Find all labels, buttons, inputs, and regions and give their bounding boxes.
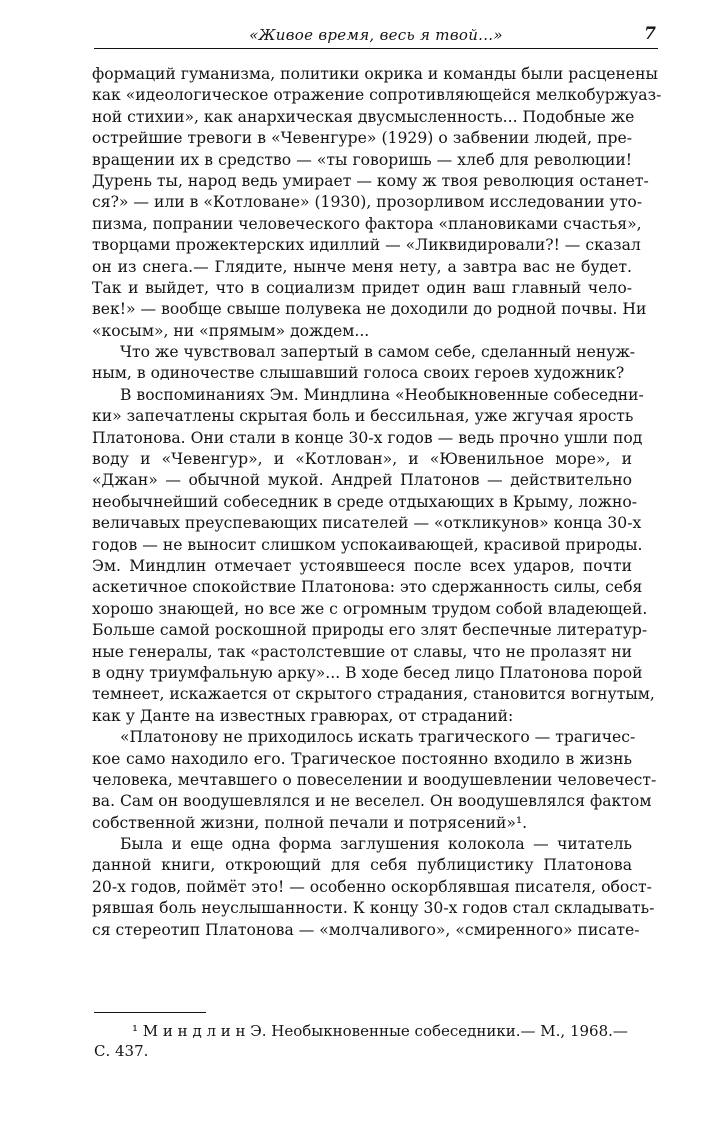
text-line: век!» — вообще свыше полувека не доходили до родной почвы. Ни — [92, 300, 647, 319]
text-line: «Платонову не приходилось искать трагического — трагичес- — [120, 728, 636, 747]
text-line: Эм. Миндлин отмечает устоявшееся после всех ударов, почти — [92, 556, 632, 575]
text-line: хорошо знающей, но все же с огромным трудом собой владеющей. — [92, 599, 648, 618]
footnote-rule — [94, 1012, 206, 1013]
text-line: собственной жизни, полной печали и потрясений»¹. — [92, 813, 528, 832]
text-line: Платонова. Они стали в конце 30-х годов — ведь прочно ушли под — [92, 428, 643, 447]
footnote-line: С. 437. — [94, 1042, 149, 1060]
text-line: ся?» — или в «Котловане» (1930), прозорливом исследовании уто- — [92, 193, 643, 212]
text-line: темнеет, искажается от скрытого страдания, становится вогнутым, — [92, 685, 655, 704]
text-line: «косым», ни «прямым» дождем... — [92, 321, 370, 340]
page-number: 7 — [644, 24, 656, 44]
page-header — [94, 24, 658, 49]
text-line: воду и «Чевенгур», и «Котлован», и «Ювенильное море», и — [92, 450, 632, 469]
text-line: 20-х годов, поймёт это! — особенно оскорблявшая писателя, обост- — [92, 877, 652, 896]
text-line: «Джан» — обычной мукой. Андрей Платонов — действительно — [92, 471, 632, 490]
text-line: вращении их в средство — «ты говоришь — хлеб для революции! — [92, 150, 632, 169]
text-line: Больше самой роскошной природы его злят беспечные литератур- — [92, 621, 648, 640]
text-line: острейшие тревоги в «Чевенгуре» (1929) о забвении людей, пре- — [92, 129, 632, 148]
text-line: пизма, попрании человеческого фактора «плановиками счастья», — [92, 214, 642, 233]
text-line: как «идеологическое отражение сопротивляющейся мелкобуржуаз- — [92, 86, 662, 105]
text-line: аскетичное спокойствие Платонова: это сдержанность силы, себя — [92, 578, 643, 597]
text-line: В воспоминаниях Эм. Миндлина «Необыкновенные собеседни- — [120, 385, 644, 404]
text-line: ва. Сам он воодушевлялся и не веселел. Он воодушевлялся фактом — [92, 792, 652, 811]
text-line: человека, мечтавшего о повеселении и воодушевлении человечест- — [92, 770, 657, 789]
text-line: Была и еще одна форма заглушения колокола — читатель — [120, 835, 632, 854]
text-line: в одну триумфальную арку»... В ходе бесед лицо Платонова порой — [92, 663, 643, 682]
text-line: ным, в одиночестве слышавший голоса своих героев художник? — [92, 364, 625, 383]
body-text — [92, 64, 662, 941]
text-line: ной стихии», как анархическая двусмысленность... Подобные же — [92, 107, 635, 126]
text-line: творцами прожектерских идиллий — «Ликвидировали?! — сказал — [92, 236, 641, 255]
footnote — [94, 1021, 638, 1061]
text-line: он из снега.— Глядите, нынче меня нету, а завтра вас не будет. — [92, 257, 632, 276]
text-line: Что же чувствовал запертый в самом себе, сделанный ненуж- — [120, 343, 636, 362]
text-line: необычнейший собеседник в среде отдыхающих в Крыму, ложно- — [92, 492, 638, 511]
text-line: ные генералы, так «растолстевшие от славы, что не пролазят ни — [92, 642, 632, 661]
running-head: «Живое время, весь я твой...» — [249, 26, 503, 44]
text-line: ки» запечатлены скрытая боль и бессильная, уже жгучая ярость — [92, 407, 634, 426]
text-line: Так и выйдет, что в социализм придет один ваш главный чело- — [92, 278, 632, 297]
text-line: кое само находило его. Трагическое постоянно входило в жизнь — [92, 749, 632, 768]
footnote-line: ¹ М и н д л и н Э. Необыкновенные собеседники.— М., 1968.— — [132, 1022, 628, 1040]
text-line: как у Данте на известных гравюрах, от страданий: — [92, 706, 514, 725]
text-line: формаций гуманизма, политики окрика и команды были расценены — [92, 65, 658, 83]
text-line: годов — не выносит слишком успокаивающей, красивой природы. — [92, 535, 643, 554]
text-line: ся стереотип Платонова — «молчаливого», «смиренного» писате- — [92, 920, 640, 939]
text-line: данной книги, откроющий для себя публицистику Платонова — [92, 856, 632, 875]
text-line: Дурень ты, народ ведь умирает — кому ж твоя революция останет- — [92, 171, 649, 190]
text-line: рявшая боль неуслышанности. К концу 30-х годов стал складывать- — [92, 899, 655, 918]
text-line: величавых преуспевающих писателей — «откликунов» конца 30-х — [92, 514, 642, 533]
